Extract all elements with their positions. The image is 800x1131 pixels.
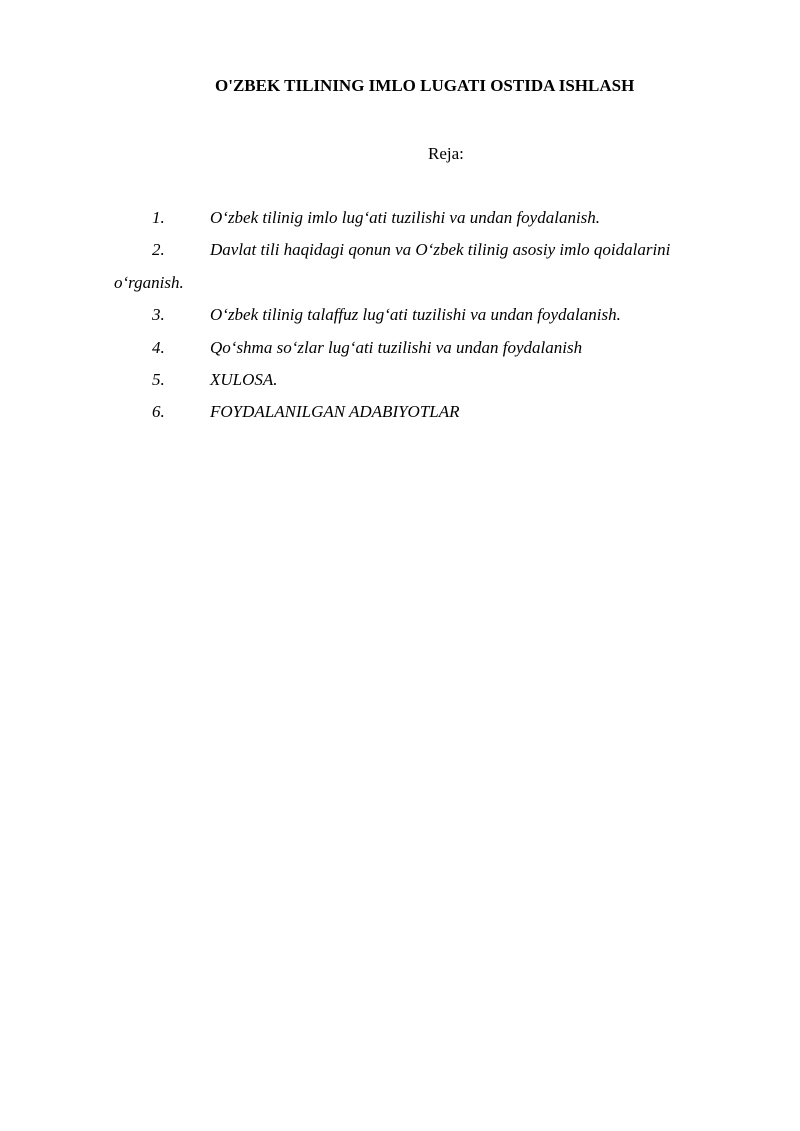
plan-item-number: 3. — [152, 305, 165, 324]
plan-item-number: 2. — [152, 240, 165, 259]
plan-item-text: FOYDALANILGAN ADABIYOTLAR — [210, 402, 460, 421]
plan-item-number: 6. — [152, 402, 165, 421]
plan-item-text: Davlat tili haqidagi qonun va O‘zbek tilinig asosiy imlo qoidalarini — [210, 240, 671, 259]
plan-item-continuation: o‘rganish. — [114, 273, 184, 292]
plan-heading: Reja: — [428, 144, 464, 163]
plan-item-text: Qo‘shma so‘zlar lug‘ati tuzilishi va undan foydalanish — [210, 338, 583, 357]
plan-item-text: O‘zbek tilinig talaffuz lug‘ati tuzilishi va undan foydalanish. — [210, 305, 621, 324]
plan-item-text: O‘zbek tilinig imlo lug‘ati tuzilishi va undan foydalanish. — [210, 208, 601, 227]
plan-item-number: 5. — [152, 370, 165, 389]
plan-item-text: XULOSA. — [210, 370, 278, 389]
plan-item-number: 4. — [152, 338, 165, 357]
plan-item-number: 1. — [152, 208, 165, 227]
document-title: O'ZBEK TILINING IMLO LUGATI OSTIDA ISHLASH — [215, 76, 635, 95]
